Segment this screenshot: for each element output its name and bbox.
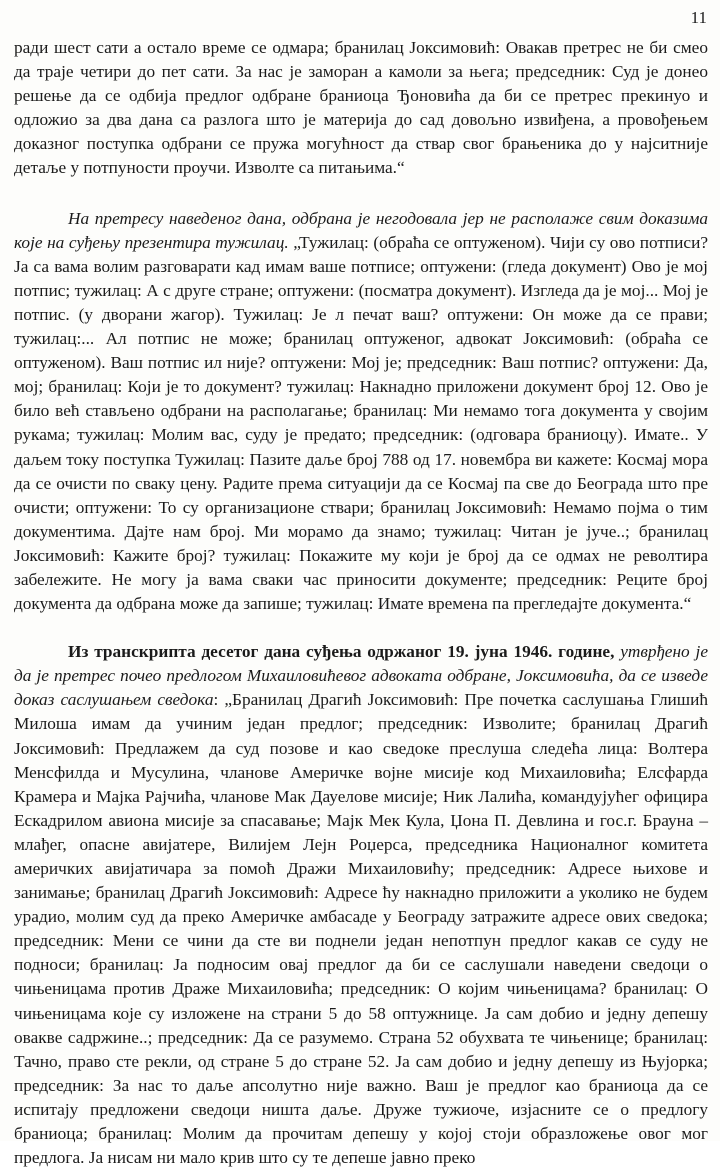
paragraph-2-italic-intro: На претресу наведеног дана, одбрана је негодовала јер не располаже свим доказима које на суђењу презентира тужилац. — [14, 208, 708, 252]
paragraph-3-bold-intro: Из транскрипта десетог дана суђења одржаног 19. јуна 1946. године, — [68, 642, 615, 662]
paragraph-2 — [14, 207, 708, 617]
page-number: 11 — [690, 8, 707, 27]
paragraph-2-body: „Тужилац: (обраћа се оптуженом). Чији су ово потписи? Ја са вама волим разговарати кад имам ваше потписе; оптужени: (гледа документ) Ово је мој потпис; тужилац: А с друге стране; оптужени: (посматра документ). Изгледа да је мој... Мој је потпис. (у дворани жагор). Тужилац: Је л печат ваш? оптужени: Он може да се прави; тужилац:... Ал потпис не може; бранилац оптуженог, адвокат Јоксимовић: (обраћа се оптуженом). Ваш потпис ил није? оптужени: Мој је; председник: Ваш потпис? оптужени: Да, мој; бранилац: Који је то документ? тужилац: Накнадно приложени документ број 12. Ово је било већ стављено одбрани на располагање; бранилац: Ми немамо тога документа у својим рукама; тужилац: Молим вас, суду је предато; председник: (одговара браниоцу). Имате.. У даљем току поступка Тужилац: Пазите даље број 788 од 17. новембра ви кажете: Космај мора да се очисти по сваку цену. Радите према ситуацији да се Космај па све до Београда што пре очисти; оптужени: То су организационе ствари; бранилац Јоксимовић: Немамо појма о тим документима. Дајте нам број. Ми морамо да знамо; тужилац: Читан је јуче..; бранилац Јоксимовић: Кажите број? тужилац: Покажите му који је број да се одмах не револтира забележите. Не могу ја вама сваки час приносити документе; председник: Реците број документа да одбрана може да запише; тужилац: Имате времена па прегледајте документа.“ — [14, 232, 708, 614]
paragraph-1: ради шест сати а остало време се одмара; бранилац Јоксимовић: Овакав претрес не би смео да траје четири до пет сати. За нас је заморан а камоли за њега; председник: Суд је донео решење да се одбија предлог одбране браниоца Ђоновића да би се претрес прекинуо и одложио за два дана са разлога што је материја до сад довољно извиђена, а провођењем доказног поступка одбрани се пружа могућност да ствар свог брањеника до у најситније детаље у потпуности проучи. Изволте са питањима.“ — [14, 38, 708, 178]
paragraph-3-body: : „Бранилац Драгић Јоксимовић: Пре почетка саслушања Глишић Милоша имам да учиним један предлог; председник: Изволите; бранилац Драгић Јоксимовић: Предлажем да суд позове и као сведоке преслуша следећа лица: Волтера Менсфилда и Мусулина, чланове Америчке војне мисије код Михаиловића; Елсфарда Крамера и Мајка Рајчића, чланове Мак Дауелове мисије; Ник Лалића, командујућег официра Ескадрилом авиона мисије за спасавање; Мајк Мек Кула, Џона П. Девлина и гос.г. Брауна – млађег, опасне авијатере, Вилијем Лејн Роџерса, председника Националног комитета америчких авијатичара за помоћ Дражи Михаиловићу; председник: Адресе њихове и занимање; бранилац Драгић Јоксимовић: Адресе ћу накнадно приложити а уколико не будем урадио, молим суд да преко Америчке амбасаде у Београду затражите адресе ових сведока; председник: Мени се чини да сте ви поднели један непотпун предлог какав се суду не подноси; бранилац: Ја подносим овај предлог да би се саслушали наведени сведоци о чињеницама против Драже Михаиловића; председник: О којим чињеницама? бранилац: О чињеницама које су изложене на страни 5 до 58 оптужнице. Ја сам добио и једну депешу овакве садржине..; председник: Да се разумемо. Страна 52 обухвата те чињенице; бранилац: Тачно, право сте рекли, од стране 5 до стране 52. Ја сам добио и једну депешу из Њујорка; председник: За нас то даље апсолутно није важно. Ваш је предлог као браниоца да се испитају предложени сведоци ништа даље. Друже тужиоче, изјасните се о предлогу браниоца; бранилац: Молим да прочитам депешу у којој стоји образложење овог мог предлога. Ја нисам ни мало крив што су те депеше јавно преко — [14, 690, 709, 1168]
paragraph-3 — [14, 640, 708, 1170]
document-body — [14, 36, 708, 1170]
paragraph-3-italic-part: утврђено је да је претрес почео предлогом Михаиловићевог адвоката одбране, Јоксимовића, да се изведе доказ саслушањем сведока — [14, 642, 708, 710]
